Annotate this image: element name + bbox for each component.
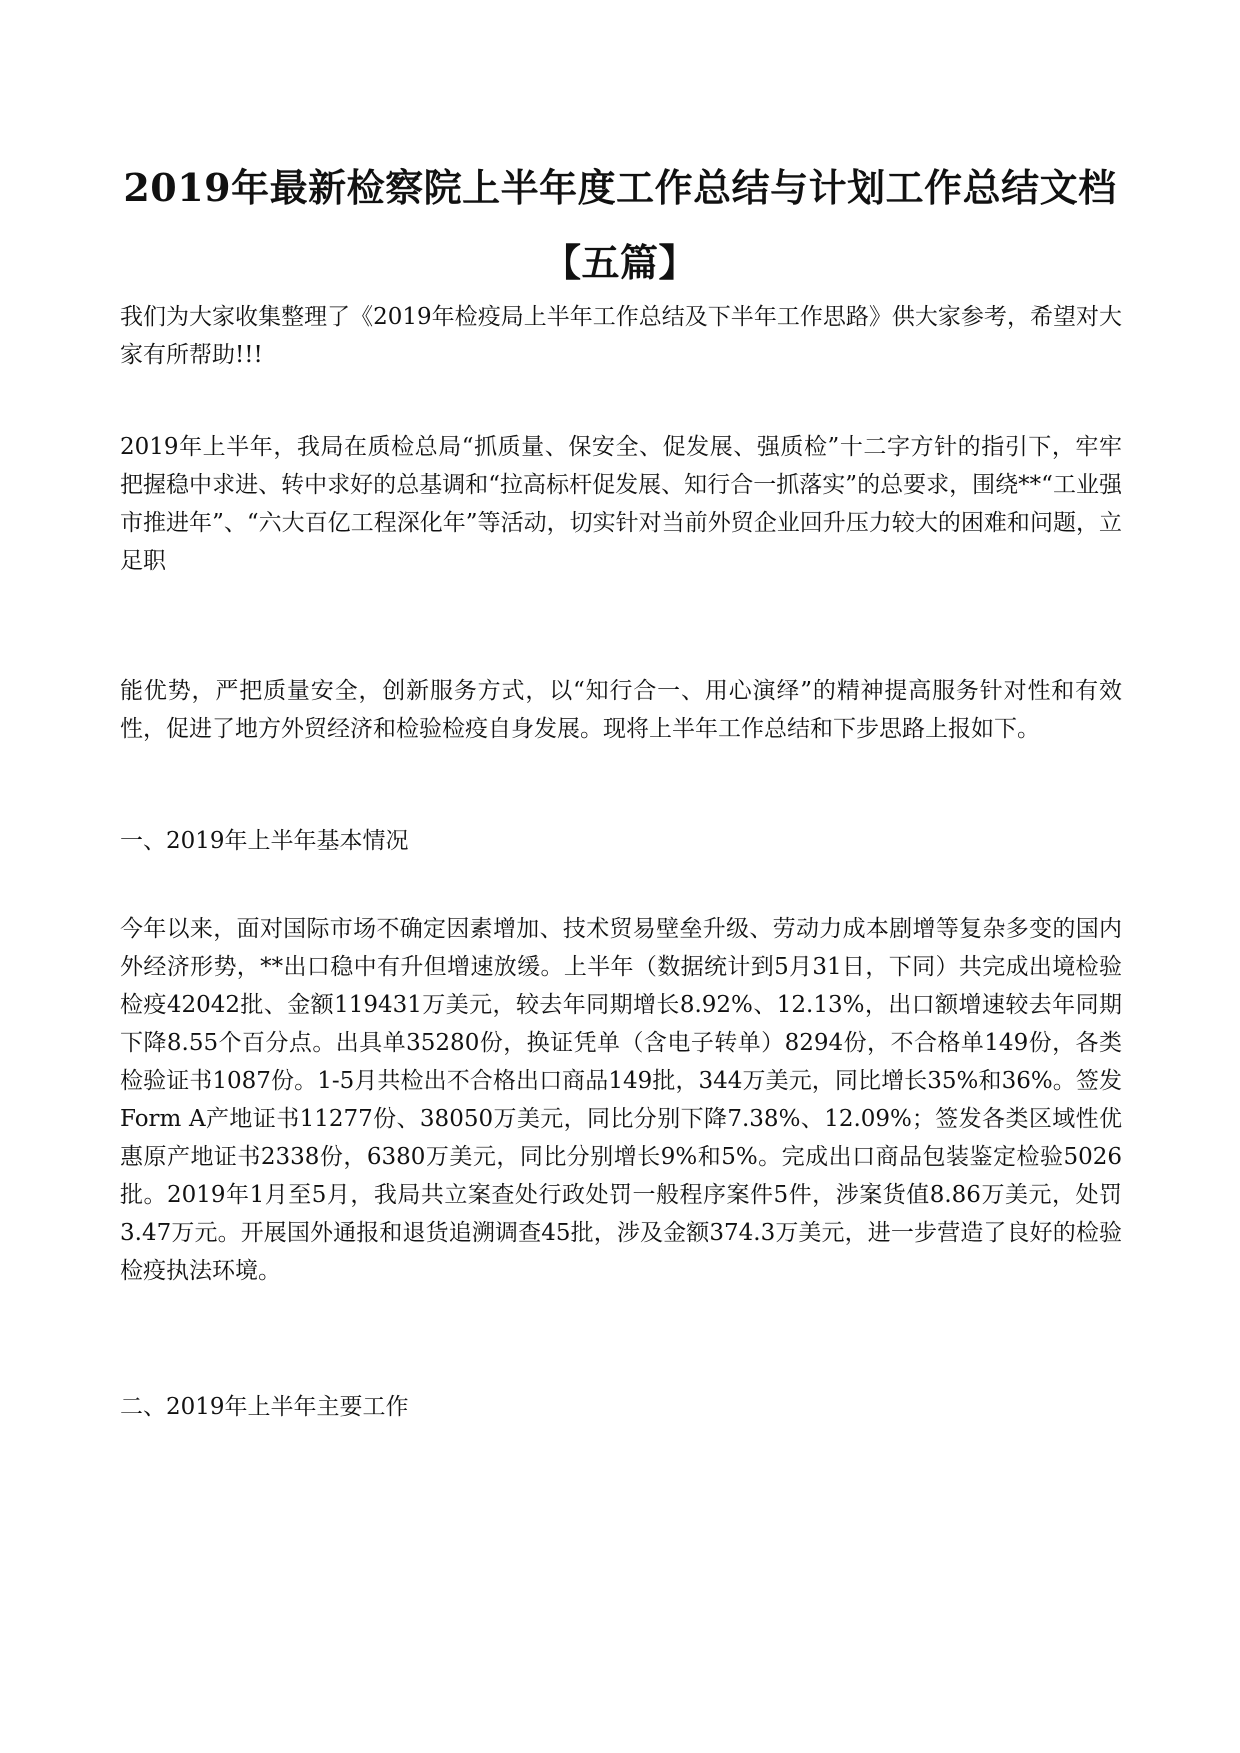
section-heading-main-work: 二、2019年上半年主要工作 [120, 1394, 409, 1420]
intro-paragraph: 我们为大家收集整理了《2019年检疫局上半年工作总结及下半年工作思路》供大家参考，希望对大家有所帮助!!! [120, 304, 1122, 368]
basic-situation-paragraph: 今年以来，面对国际市场不确定因素增加、技术贸易壁垒升级、劳动力成本剧增等复杂多变的国内外经济形势，**出口稳中有升但增速放缓。上半年（数据统计到5月31日，下同）共完成出境检验检疫42042批、金额119431万美元，较去年同期增长8.92%、12.13%，出口额增速较去年同期下降8.55个百分点。出具单35280份，换证凭单（含电子转单）8294份，不合格单149份，各类检验证书1087份。1-5月共检出不合格出口商品149批，344万美元，同比增长35%和36%。签发Form A产地证书11277份、38050万美元，同比分别下降7.38%、12.09%；签发各类区域性优惠原产地证书2338份，6380万美元，同比分别增长9%和5%。完成出口商品包装鉴定检验5026批。2019年1月至5月，我局共立案查处行政处罚一般程序案件5件，涉案货值8.86万美元，处罚3.47万元。开展国外通报和退货追溯调查45批，涉及金额374.3万美元，进一步营造了良好的检验检疫执法环境。 [120, 916, 1122, 1284]
section-heading-basic-situation: 一、2019年上半年基本情况 [120, 828, 409, 854]
document-title: 2019年最新检察院上半年度工作总结与计划工作总结文档【五篇】 [123, 165, 1117, 285]
overview-paragraph: 2019年上半年，我局在质检总局“抓质量、保安全、促发展、强质检”十二字方针的指引下，牢牢把握稳中求进、转中求好的总基调和“拉高标杆促发展、知行合一抓落实”的总要求，围绕**“工业强市推进年”、“六大百亿工程深化年”等活动，切实针对当前外贸企业回升压力较大的困难和问题，立足职 [120, 434, 1122, 574]
overview-continued-paragraph: 能优势，严把质量安全，创新服务方式，以“知行合一、用心演绎”的精神提高服务针对性和有效性，促进了地方外贸经济和检验检疫自身发展。现将上半年工作总结和下步思路上报如下。 [120, 678, 1122, 742]
